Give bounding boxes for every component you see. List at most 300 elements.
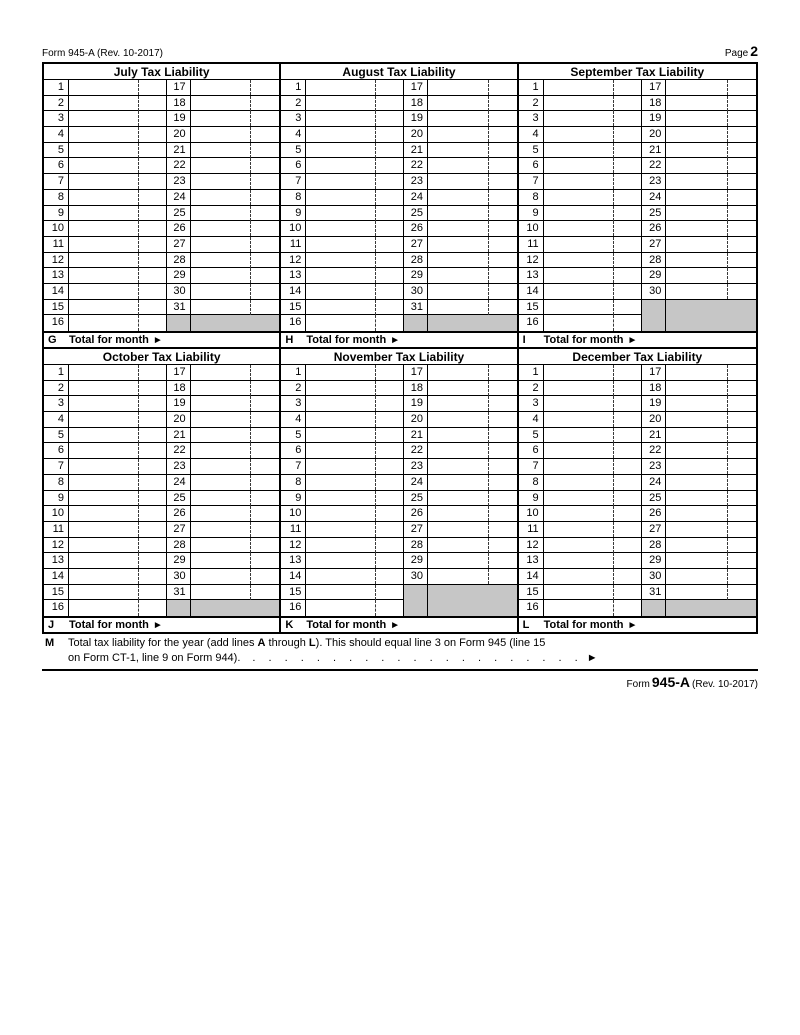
- liability-entry-dollars[interactable]: [544, 538, 614, 553]
- liability-entry-dollars[interactable]: [428, 396, 488, 411]
- liability-entry-cents[interactable]: [727, 412, 756, 427]
- liability-entry-cents[interactable]: [375, 381, 403, 396]
- liability-entry-dollars[interactable]: [428, 365, 488, 380]
- liability-entry-dollars[interactable]: [191, 237, 251, 252]
- liability-entry-dollars[interactable]: [69, 174, 138, 189]
- liability-entry-cents[interactable]: [488, 221, 517, 236]
- liability-entry-cents[interactable]: [375, 569, 403, 584]
- liability-entry-dollars[interactable]: [69, 111, 138, 126]
- liability-entry-dollars[interactable]: [69, 412, 138, 427]
- liability-entry-cents[interactable]: [727, 237, 756, 252]
- liability-entry-cents[interactable]: [138, 475, 166, 490]
- liability-entry-dollars[interactable]: [428, 522, 488, 537]
- liability-entry-dollars[interactable]: [428, 143, 488, 158]
- liability-entry-dollars[interactable]: [69, 491, 138, 506]
- liability-entry-dollars[interactable]: [306, 174, 375, 189]
- liability-entry-cents[interactable]: [727, 459, 756, 474]
- liability-entry-cents[interactable]: [488, 443, 517, 458]
- liability-entry-cents[interactable]: [138, 396, 166, 411]
- liability-entry-dollars[interactable]: [191, 585, 251, 600]
- liability-entry-cents[interactable]: [250, 569, 279, 584]
- liability-entry-cents[interactable]: [488, 459, 517, 474]
- liability-entry-cents[interactable]: [250, 268, 279, 283]
- liability-entry-cents[interactable]: [250, 491, 279, 506]
- liability-entry-cents[interactable]: [613, 143, 641, 158]
- liability-entry-cents[interactable]: [488, 381, 517, 396]
- liability-entry-dollars[interactable]: [666, 475, 727, 490]
- liability-entry-cents[interactable]: [138, 600, 166, 616]
- liability-entry-dollars[interactable]: [666, 190, 727, 205]
- liability-entry-dollars[interactable]: [306, 80, 375, 95]
- liability-entry-dollars[interactable]: [428, 221, 488, 236]
- liability-entry-dollars[interactable]: [306, 553, 375, 568]
- liability-entry-dollars[interactable]: [69, 127, 138, 142]
- liability-entry-dollars[interactable]: [666, 96, 727, 111]
- liability-entry-cents[interactable]: [488, 206, 517, 221]
- liability-entry-cents[interactable]: [375, 237, 403, 252]
- liability-entry-dollars[interactable]: [306, 284, 375, 299]
- liability-entry-dollars[interactable]: [666, 268, 727, 283]
- liability-entry-cents[interactable]: [138, 111, 166, 126]
- liability-entry-dollars[interactable]: [428, 491, 488, 506]
- liability-entry-dollars[interactable]: [428, 506, 488, 521]
- liability-entry-cents[interactable]: [613, 553, 641, 568]
- liability-entry-dollars[interactable]: [69, 522, 138, 537]
- liability-entry-dollars[interactable]: [428, 127, 488, 142]
- liability-entry-cents[interactable]: [488, 127, 517, 142]
- liability-entry-cents[interactable]: [613, 300, 641, 315]
- liability-entry-dollars[interactable]: [666, 365, 727, 380]
- liability-entry-dollars[interactable]: [666, 491, 727, 506]
- liability-entry-dollars[interactable]: [666, 569, 727, 584]
- liability-entry-cents[interactable]: [727, 80, 756, 95]
- liability-entry-dollars[interactable]: [544, 96, 614, 111]
- liability-entry-dollars[interactable]: [544, 206, 614, 221]
- liability-entry-cents[interactable]: [488, 428, 517, 443]
- liability-entry-cents[interactable]: [727, 553, 756, 568]
- liability-entry-dollars[interactable]: [544, 396, 614, 411]
- liability-entry-cents[interactable]: [727, 491, 756, 506]
- liability-entry-dollars[interactable]: [191, 506, 251, 521]
- liability-entry-dollars[interactable]: [69, 143, 138, 158]
- liability-entry-dollars[interactable]: [666, 522, 727, 537]
- liability-entry-cents[interactable]: [727, 475, 756, 490]
- liability-entry-dollars[interactable]: [428, 96, 488, 111]
- liability-entry-cents[interactable]: [250, 174, 279, 189]
- liability-entry-cents[interactable]: [138, 174, 166, 189]
- liability-entry-dollars[interactable]: [69, 190, 138, 205]
- liability-entry-dollars[interactable]: [428, 80, 488, 95]
- liability-entry-cents[interactable]: [250, 96, 279, 111]
- liability-entry-dollars[interactable]: [69, 315, 138, 331]
- month-total-entry[interactable]: [637, 333, 756, 347]
- liability-entry-cents[interactable]: [250, 412, 279, 427]
- liability-entry-cents[interactable]: [138, 221, 166, 236]
- liability-entry-cents[interactable]: [613, 569, 641, 584]
- liability-entry-dollars[interactable]: [666, 381, 727, 396]
- liability-entry-cents[interactable]: [138, 284, 166, 299]
- liability-entry-dollars[interactable]: [544, 600, 614, 616]
- liability-entry-cents[interactable]: [138, 190, 166, 205]
- liability-entry-dollars[interactable]: [69, 237, 138, 252]
- liability-entry-cents[interactable]: [488, 284, 517, 299]
- liability-entry-dollars[interactable]: [428, 190, 488, 205]
- liability-entry-cents[interactable]: [613, 80, 641, 95]
- liability-entry-dollars[interactable]: [306, 538, 375, 553]
- liability-entry-dollars[interactable]: [666, 284, 727, 299]
- liability-entry-dollars[interactable]: [666, 538, 727, 553]
- liability-entry-dollars[interactable]: [428, 158, 488, 173]
- liability-entry-dollars[interactable]: [306, 443, 375, 458]
- liability-entry-cents[interactable]: [613, 284, 641, 299]
- liability-entry-cents[interactable]: [375, 158, 403, 173]
- liability-entry-cents[interactable]: [613, 522, 641, 537]
- liability-entry-dollars[interactable]: [666, 585, 727, 600]
- liability-entry-dollars[interactable]: [191, 300, 251, 315]
- liability-entry-cents[interactable]: [375, 553, 403, 568]
- liability-entry-dollars[interactable]: [191, 459, 251, 474]
- liability-entry-dollars[interactable]: [666, 174, 727, 189]
- liability-entry-dollars[interactable]: [191, 381, 251, 396]
- liability-entry-cents[interactable]: [250, 506, 279, 521]
- liability-entry-dollars[interactable]: [306, 158, 375, 173]
- liability-entry-dollars[interactable]: [306, 522, 375, 537]
- liability-entry-cents[interactable]: [727, 190, 756, 205]
- liability-entry-cents[interactable]: [250, 300, 279, 315]
- liability-entry-dollars[interactable]: [666, 253, 727, 268]
- liability-entry-dollars[interactable]: [306, 491, 375, 506]
- liability-entry-dollars[interactable]: [666, 158, 727, 173]
- liability-entry-cents[interactable]: [375, 491, 403, 506]
- liability-entry-cents[interactable]: [250, 396, 279, 411]
- month-total-entry[interactable]: [163, 618, 280, 632]
- liability-entry-cents[interactable]: [488, 143, 517, 158]
- liability-entry-cents[interactable]: [138, 268, 166, 283]
- liability-entry-dollars[interactable]: [191, 221, 251, 236]
- liability-entry-cents[interactable]: [138, 315, 166, 331]
- liability-entry-cents[interactable]: [138, 553, 166, 568]
- liability-entry-cents[interactable]: [375, 365, 403, 380]
- liability-entry-cents[interactable]: [138, 412, 166, 427]
- liability-entry-cents[interactable]: [375, 174, 403, 189]
- liability-entry-dollars[interactable]: [306, 600, 375, 616]
- liability-entry-dollars[interactable]: [306, 253, 375, 268]
- liability-entry-cents[interactable]: [138, 443, 166, 458]
- liability-entry-dollars[interactable]: [544, 569, 614, 584]
- liability-entry-dollars[interactable]: [544, 80, 614, 95]
- liability-entry-dollars[interactable]: [544, 127, 614, 142]
- liability-entry-cents[interactable]: [727, 221, 756, 236]
- liability-entry-cents[interactable]: [613, 206, 641, 221]
- liability-entry-dollars[interactable]: [428, 475, 488, 490]
- liability-entry-dollars[interactable]: [306, 206, 375, 221]
- liability-entry-dollars[interactable]: [306, 221, 375, 236]
- liability-entry-dollars[interactable]: [306, 428, 375, 443]
- liability-entry-cents[interactable]: [138, 428, 166, 443]
- liability-entry-dollars[interactable]: [428, 459, 488, 474]
- liability-entry-cents[interactable]: [138, 365, 166, 380]
- liability-entry-dollars[interactable]: [428, 206, 488, 221]
- liability-entry-dollars[interactable]: [666, 396, 727, 411]
- liability-entry-dollars[interactable]: [666, 80, 727, 95]
- liability-entry-cents[interactable]: [613, 174, 641, 189]
- liability-entry-cents[interactable]: [250, 459, 279, 474]
- liability-entry-cents[interactable]: [250, 475, 279, 490]
- liability-entry-cents[interactable]: [727, 96, 756, 111]
- liability-entry-cents[interactable]: [138, 506, 166, 521]
- liability-entry-dollars[interactable]: [306, 96, 375, 111]
- liability-entry-dollars[interactable]: [306, 459, 375, 474]
- liability-entry-cents[interactable]: [727, 158, 756, 173]
- liability-entry-cents[interactable]: [375, 428, 403, 443]
- liability-entry-dollars[interactable]: [69, 300, 138, 315]
- liability-entry-cents[interactable]: [727, 569, 756, 584]
- liability-entry-cents[interactable]: [488, 253, 517, 268]
- month-total-entry[interactable]: [400, 333, 517, 347]
- liability-entry-cents[interactable]: [138, 206, 166, 221]
- liability-entry-cents[interactable]: [375, 143, 403, 158]
- liability-entry-cents[interactable]: [488, 268, 517, 283]
- liability-entry-dollars[interactable]: [69, 253, 138, 268]
- liability-entry-cents[interactable]: [488, 538, 517, 553]
- liability-entry-dollars[interactable]: [428, 268, 488, 283]
- month-total-entry[interactable]: [163, 333, 280, 347]
- liability-entry-dollars[interactable]: [544, 221, 614, 236]
- liability-entry-cents[interactable]: [727, 585, 756, 600]
- liability-entry-cents[interactable]: [488, 158, 517, 173]
- liability-entry-dollars[interactable]: [191, 522, 251, 537]
- liability-entry-cents[interactable]: [250, 428, 279, 443]
- liability-entry-dollars[interactable]: [69, 381, 138, 396]
- liability-entry-dollars[interactable]: [191, 569, 251, 584]
- liability-entry-dollars[interactable]: [544, 365, 614, 380]
- liability-entry-cents[interactable]: [375, 284, 403, 299]
- liability-entry-dollars[interactable]: [666, 221, 727, 236]
- liability-entry-dollars[interactable]: [191, 111, 251, 126]
- liability-entry-dollars[interactable]: [306, 190, 375, 205]
- liability-entry-cents[interactable]: [488, 174, 517, 189]
- liability-entry-cents[interactable]: [250, 553, 279, 568]
- liability-entry-cents[interactable]: [250, 284, 279, 299]
- liability-entry-dollars[interactable]: [69, 600, 138, 616]
- liability-entry-dollars[interactable]: [191, 284, 251, 299]
- liability-entry-cents[interactable]: [375, 506, 403, 521]
- liability-entry-cents[interactable]: [727, 284, 756, 299]
- liability-entry-cents[interactable]: [138, 237, 166, 252]
- liability-entry-cents[interactable]: [138, 253, 166, 268]
- liability-entry-cents[interactable]: [250, 80, 279, 95]
- liability-entry-dollars[interactable]: [428, 381, 488, 396]
- liability-entry-dollars[interactable]: [191, 538, 251, 553]
- liability-entry-cents[interactable]: [488, 190, 517, 205]
- liability-entry-cents[interactable]: [250, 190, 279, 205]
- liability-entry-dollars[interactable]: [666, 553, 727, 568]
- liability-entry-cents[interactable]: [613, 428, 641, 443]
- liability-entry-dollars[interactable]: [544, 111, 614, 126]
- liability-entry-cents[interactable]: [138, 300, 166, 315]
- liability-entry-dollars[interactable]: [306, 396, 375, 411]
- liability-entry-cents[interactable]: [727, 428, 756, 443]
- liability-entry-cents[interactable]: [488, 522, 517, 537]
- liability-entry-cents[interactable]: [727, 365, 756, 380]
- liability-entry-cents[interactable]: [488, 412, 517, 427]
- liability-entry-cents[interactable]: [138, 80, 166, 95]
- liability-entry-dollars[interactable]: [428, 284, 488, 299]
- liability-entry-dollars[interactable]: [306, 365, 375, 380]
- liability-entry-dollars[interactable]: [306, 300, 375, 315]
- liability-entry-cents[interactable]: [613, 268, 641, 283]
- liability-entry-dollars[interactable]: [428, 538, 488, 553]
- liability-entry-cents[interactable]: [613, 585, 641, 600]
- liability-entry-cents[interactable]: [375, 412, 403, 427]
- liability-entry-cents[interactable]: [613, 190, 641, 205]
- liability-entry-dollars[interactable]: [544, 412, 614, 427]
- liability-entry-cents[interactable]: [488, 111, 517, 126]
- liability-entry-cents[interactable]: [375, 221, 403, 236]
- liability-entry-dollars[interactable]: [666, 506, 727, 521]
- liability-entry-cents[interactable]: [727, 253, 756, 268]
- liability-entry-cents[interactable]: [250, 381, 279, 396]
- liability-entry-cents[interactable]: [375, 459, 403, 474]
- liability-entry-dollars[interactable]: [69, 569, 138, 584]
- liability-entry-cents[interactable]: [250, 158, 279, 173]
- liability-entry-cents[interactable]: [138, 491, 166, 506]
- liability-entry-cents[interactable]: [613, 491, 641, 506]
- liability-entry-dollars[interactable]: [428, 253, 488, 268]
- liability-entry-dollars[interactable]: [544, 253, 614, 268]
- liability-entry-dollars[interactable]: [69, 268, 138, 283]
- liability-entry-dollars[interactable]: [544, 475, 614, 490]
- liability-entry-dollars[interactable]: [544, 237, 614, 252]
- liability-entry-dollars[interactable]: [191, 80, 251, 95]
- liability-entry-dollars[interactable]: [69, 396, 138, 411]
- liability-entry-cents[interactable]: [613, 600, 641, 616]
- liability-entry-dollars[interactable]: [69, 284, 138, 299]
- liability-entry-dollars[interactable]: [666, 111, 727, 126]
- liability-entry-cents[interactable]: [488, 396, 517, 411]
- liability-entry-dollars[interactable]: [666, 459, 727, 474]
- liability-entry-dollars[interactable]: [69, 221, 138, 236]
- liability-entry-dollars[interactable]: [69, 553, 138, 568]
- liability-entry-dollars[interactable]: [428, 412, 488, 427]
- liability-entry-cents[interactable]: [613, 459, 641, 474]
- liability-entry-cents[interactable]: [250, 127, 279, 142]
- liability-entry-cents[interactable]: [488, 553, 517, 568]
- liability-entry-cents[interactable]: [727, 443, 756, 458]
- liability-entry-dollars[interactable]: [666, 127, 727, 142]
- liability-entry-dollars[interactable]: [428, 111, 488, 126]
- liability-entry-cents[interactable]: [375, 475, 403, 490]
- liability-entry-cents[interactable]: [250, 206, 279, 221]
- liability-entry-cents[interactable]: [138, 381, 166, 396]
- liability-entry-cents[interactable]: [138, 96, 166, 111]
- liability-entry-dollars[interactable]: [69, 443, 138, 458]
- liability-entry-dollars[interactable]: [191, 253, 251, 268]
- liability-entry-dollars[interactable]: [544, 522, 614, 537]
- liability-entry-cents[interactable]: [613, 381, 641, 396]
- liability-entry-dollars[interactable]: [544, 143, 614, 158]
- liability-entry-cents[interactable]: [250, 538, 279, 553]
- liability-entry-cents[interactable]: [613, 506, 641, 521]
- liability-entry-dollars[interactable]: [428, 553, 488, 568]
- liability-entry-cents[interactable]: [613, 237, 641, 252]
- liability-entry-cents[interactable]: [727, 381, 756, 396]
- liability-entry-cents[interactable]: [613, 96, 641, 111]
- liability-entry-dollars[interactable]: [306, 585, 375, 600]
- liability-entry-dollars[interactable]: [69, 475, 138, 490]
- liability-entry-dollars[interactable]: [306, 268, 375, 283]
- liability-entry-dollars[interactable]: [544, 585, 614, 600]
- liability-entry-cents[interactable]: [375, 80, 403, 95]
- liability-entry-dollars[interactable]: [191, 443, 251, 458]
- liability-entry-cents[interactable]: [727, 127, 756, 142]
- liability-entry-cents[interactable]: [488, 96, 517, 111]
- liability-entry-dollars[interactable]: [191, 96, 251, 111]
- liability-entry-cents[interactable]: [727, 506, 756, 521]
- liability-entry-dollars[interactable]: [69, 365, 138, 380]
- liability-entry-dollars[interactable]: [191, 365, 251, 380]
- liability-entry-cents[interactable]: [375, 127, 403, 142]
- liability-entry-cents[interactable]: [488, 506, 517, 521]
- liability-entry-dollars[interactable]: [306, 237, 375, 252]
- liability-entry-dollars[interactable]: [191, 206, 251, 221]
- liability-entry-cents[interactable]: [375, 585, 403, 600]
- liability-entry-cents[interactable]: [613, 127, 641, 142]
- month-total-entry[interactable]: [637, 618, 756, 632]
- liability-entry-cents[interactable]: [375, 443, 403, 458]
- liability-entry-cents[interactable]: [138, 585, 166, 600]
- liability-entry-dollars[interactable]: [428, 569, 488, 584]
- liability-entry-cents[interactable]: [488, 237, 517, 252]
- liability-entry-cents[interactable]: [375, 396, 403, 411]
- liability-entry-dollars[interactable]: [191, 553, 251, 568]
- liability-entry-dollars[interactable]: [306, 569, 375, 584]
- month-total-entry[interactable]: [400, 618, 517, 632]
- liability-entry-dollars[interactable]: [306, 111, 375, 126]
- liability-entry-cents[interactable]: [250, 143, 279, 158]
- liability-entry-cents[interactable]: [613, 315, 641, 331]
- liability-entry-cents[interactable]: [375, 253, 403, 268]
- liability-entry-cents[interactable]: [250, 237, 279, 252]
- liability-entry-dollars[interactable]: [428, 174, 488, 189]
- liability-entry-dollars[interactable]: [544, 443, 614, 458]
- liability-entry-cents[interactable]: [375, 538, 403, 553]
- liability-entry-cents[interactable]: [727, 268, 756, 283]
- liability-entry-cents[interactable]: [727, 522, 756, 537]
- liability-entry-dollars[interactable]: [69, 96, 138, 111]
- liability-entry-cents[interactable]: [138, 158, 166, 173]
- liability-entry-dollars[interactable]: [544, 158, 614, 173]
- liability-entry-dollars[interactable]: [544, 284, 614, 299]
- liability-entry-cents[interactable]: [138, 538, 166, 553]
- liability-entry-cents[interactable]: [138, 569, 166, 584]
- liability-entry-dollars[interactable]: [544, 428, 614, 443]
- liability-entry-dollars[interactable]: [666, 237, 727, 252]
- liability-entry-dollars[interactable]: [306, 143, 375, 158]
- liability-entry-cents[interactable]: [488, 80, 517, 95]
- liability-entry-dollars[interactable]: [306, 475, 375, 490]
- liability-entry-dollars[interactable]: [69, 428, 138, 443]
- liability-entry-dollars[interactable]: [306, 381, 375, 396]
- liability-entry-dollars[interactable]: [191, 428, 251, 443]
- liability-entry-dollars[interactable]: [544, 553, 614, 568]
- liability-entry-cents[interactable]: [727, 396, 756, 411]
- liability-entry-cents[interactable]: [250, 253, 279, 268]
- liability-entry-cents[interactable]: [250, 365, 279, 380]
- liability-entry-cents[interactable]: [727, 111, 756, 126]
- liability-entry-dollars[interactable]: [69, 585, 138, 600]
- liability-entry-cents[interactable]: [138, 143, 166, 158]
